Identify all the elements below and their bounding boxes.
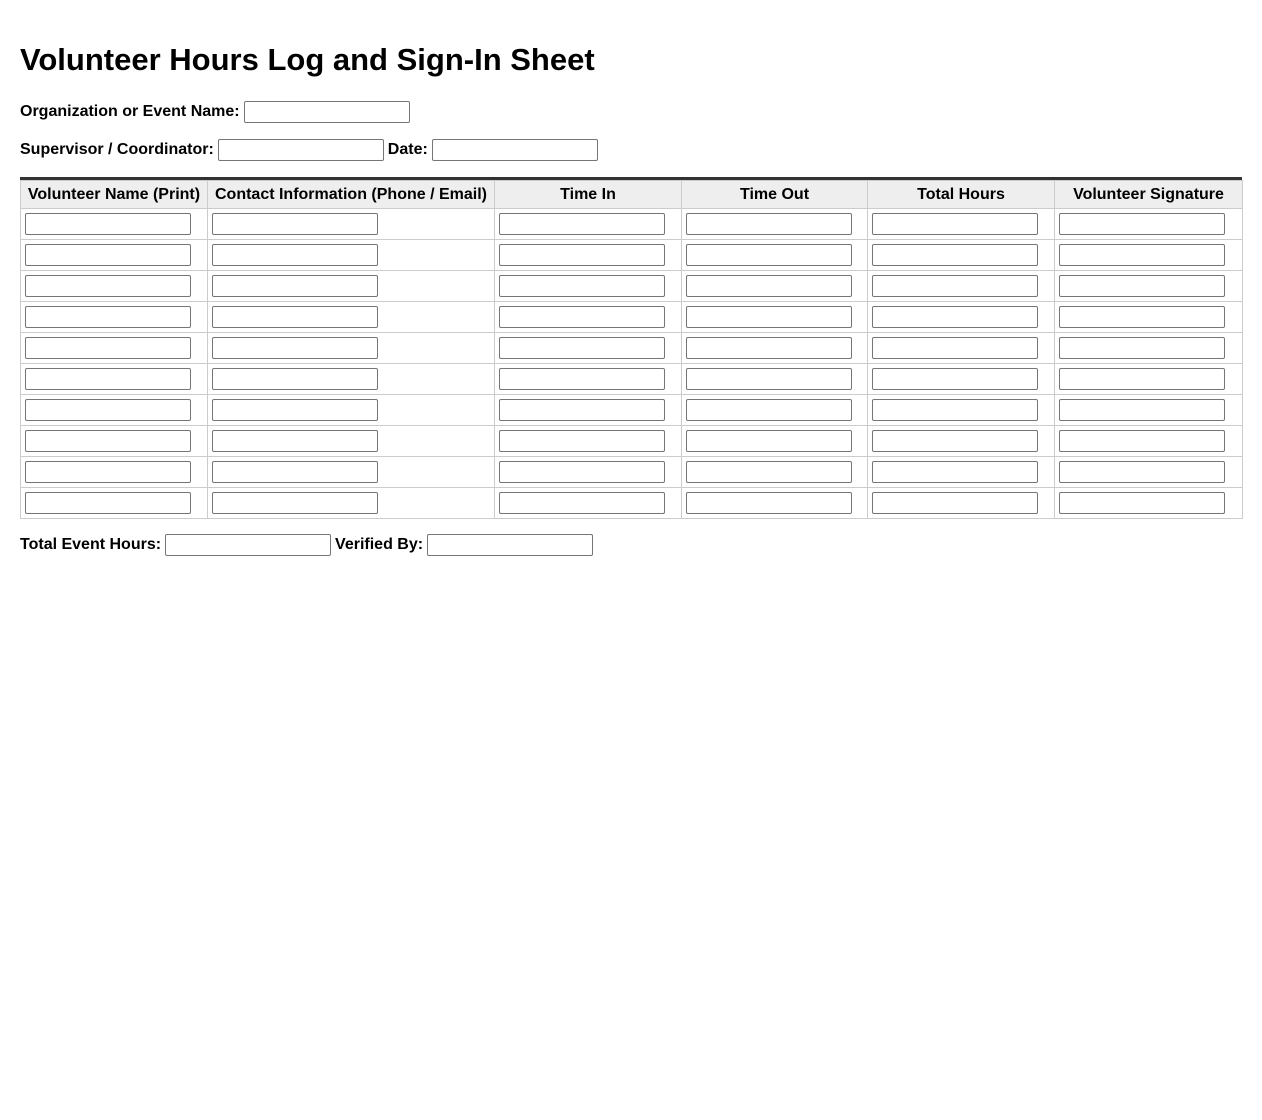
total-hours-input[interactable] [872,368,1038,390]
contact-information-input[interactable] [212,430,378,452]
table-cell [208,488,495,519]
verified-by-label: Verified By: [335,536,424,553]
time-out-input[interactable] [686,337,852,359]
date-label: Date: [387,141,428,158]
table-cell [682,209,868,240]
volunteer-signature-input[interactable] [1059,492,1225,514]
table-cell [208,271,495,302]
time-out-input[interactable] [686,275,852,297]
time-in-input[interactable] [499,213,665,235]
table-cell [868,426,1055,457]
volunteer-signature-input[interactable] [1059,244,1225,266]
table-cell [1055,209,1243,240]
volunteer-log-table [20,180,1243,519]
volunteer-signature-input[interactable] [1059,368,1225,390]
table-row [21,302,1243,333]
time-in-input[interactable] [499,275,665,297]
table-cell [868,240,1055,271]
contact-information-input[interactable] [212,244,378,266]
table-cell [495,364,682,395]
table-cell [495,302,682,333]
supervisor-input[interactable] [218,139,384,161]
contact-information-input[interactable] [212,213,378,235]
table-cell [1055,333,1243,364]
time-out-input[interactable] [686,430,852,452]
table-cell [1055,302,1243,333]
table-cell [495,240,682,271]
table-cell [1055,364,1243,395]
volunteer-signature-input[interactable] [1059,399,1225,421]
table-cell [868,333,1055,364]
volunteer-name-input[interactable] [25,368,191,390]
table-cell [208,457,495,488]
table-cell [682,302,868,333]
time-in-input[interactable] [499,368,665,390]
table-cell [682,271,868,302]
time-out-input[interactable] [686,244,852,266]
total-event-hours-label: Total Event Hours: [20,536,162,553]
time-out-input[interactable] [686,306,852,328]
volunteer-signature-input[interactable] [1059,337,1225,359]
verified-by-input[interactable] [427,534,593,556]
table-cell [21,457,208,488]
table-row [21,271,1243,302]
column-header-total-hours: Total Hours [868,181,1055,209]
table-row [21,209,1243,240]
table-cell [495,488,682,519]
table-cell [868,364,1055,395]
table-cell [208,302,495,333]
footer-field-row [20,533,593,557]
total-hours-input[interactable] [872,492,1038,514]
organization-field-row [20,100,410,124]
table-cell [21,364,208,395]
time-out-input[interactable] [686,213,852,235]
time-out-input[interactable] [686,399,852,421]
table-row [21,395,1243,426]
contact-information-input[interactable] [212,337,378,359]
total-hours-input[interactable] [872,430,1038,452]
organization-input[interactable] [244,101,410,123]
table-cell [495,426,682,457]
table-cell [868,457,1055,488]
volunteer-name-input[interactable] [25,213,191,235]
table-cell [868,209,1055,240]
table-cell [1055,395,1243,426]
table-body [21,209,1243,519]
table-cell [868,302,1055,333]
table-cell [495,395,682,426]
time-in-input[interactable] [499,492,665,514]
total-hours-input[interactable] [872,213,1038,235]
table-cell [21,426,208,457]
total-event-hours-input[interactable] [165,534,331,556]
table-row [21,333,1243,364]
table-cell [21,302,208,333]
table-cell [21,240,208,271]
time-out-input[interactable] [686,368,852,390]
column-header-contact-information: Contact Information (Phone / Email) [208,181,495,209]
time-out-input[interactable] [686,461,852,483]
volunteer-name-input[interactable] [25,275,191,297]
table-cell [682,333,868,364]
table-cell [208,364,495,395]
table-cell [1055,426,1243,457]
volunteer-log-table-wrapper [20,177,1242,519]
table-cell [868,271,1055,302]
table-cell [208,240,495,271]
volunteer-name-input[interactable] [25,461,191,483]
table-cell [682,488,868,519]
table-cell [495,333,682,364]
total-hours-input[interactable] [872,461,1038,483]
table-cell [682,457,868,488]
contact-information-input[interactable] [212,275,378,297]
table-cell [495,271,682,302]
column-header-time-in: Time In [495,181,682,209]
table-row [21,240,1243,271]
table-cell [21,395,208,426]
table-cell [208,209,495,240]
volunteer-name-input[interactable] [25,430,191,452]
table-cell [868,395,1055,426]
total-hours-input[interactable] [872,306,1038,328]
table-cell [21,488,208,519]
time-out-input[interactable] [686,492,852,514]
volunteer-name-input[interactable] [25,492,191,514]
table-cell [682,426,868,457]
organization-label: Organization or Event Name: [20,103,240,120]
table-cell [21,333,208,364]
table-header-row [21,181,1243,209]
table-row [21,364,1243,395]
table-cell [21,209,208,240]
time-in-input[interactable] [499,306,665,328]
supervisor-date-row [20,138,598,162]
contact-information-input[interactable] [212,492,378,514]
table-row [21,426,1243,457]
total-hours-input[interactable] [872,275,1038,297]
table-cell [1055,240,1243,271]
contact-information-input[interactable] [212,461,378,483]
total-hours-input[interactable] [872,244,1038,266]
table-row [21,457,1243,488]
page-title: Volunteer Hours Log and Sign-In Sheet [20,42,595,77]
volunteer-signature-input[interactable] [1059,213,1225,235]
volunteer-name-input[interactable] [25,244,191,266]
column-header-volunteer-signature: Volunteer Signature [1055,181,1243,209]
time-in-input[interactable] [499,430,665,452]
table-cell [495,457,682,488]
table-cell [1055,271,1243,302]
volunteer-signature-input[interactable] [1059,306,1225,328]
table-cell [682,240,868,271]
contact-information-input[interactable] [212,368,378,390]
contact-information-input[interactable] [212,306,378,328]
date-input[interactable] [432,139,598,161]
table-cell [208,395,495,426]
time-in-input[interactable] [499,244,665,266]
table-cell [21,271,208,302]
volunteer-name-input[interactable] [25,337,191,359]
table-cell [868,488,1055,519]
table-cell [495,209,682,240]
volunteer-signature-input[interactable] [1059,461,1225,483]
contact-information-input[interactable] [212,399,378,421]
time-in-input[interactable] [499,337,665,359]
total-hours-input[interactable] [872,399,1038,421]
supervisor-label: Supervisor / Coordinator: [20,141,214,158]
table-cell [1055,457,1243,488]
total-hours-input[interactable] [872,337,1038,359]
table-cell [682,364,868,395]
volunteer-name-input[interactable] [25,399,191,421]
time-in-input[interactable] [499,461,665,483]
table-cell [208,426,495,457]
table-cell [208,333,495,364]
volunteer-name-input[interactable] [25,306,191,328]
time-in-input[interactable] [499,399,665,421]
volunteer-signature-input[interactable] [1059,275,1225,297]
volunteer-signature-input[interactable] [1059,430,1225,452]
column-header-time-out: Time Out [682,181,868,209]
table-row [21,488,1243,519]
column-header-volunteer-name: Volunteer Name (Print) [21,181,208,209]
table-cell [682,395,868,426]
table-cell [1055,488,1243,519]
